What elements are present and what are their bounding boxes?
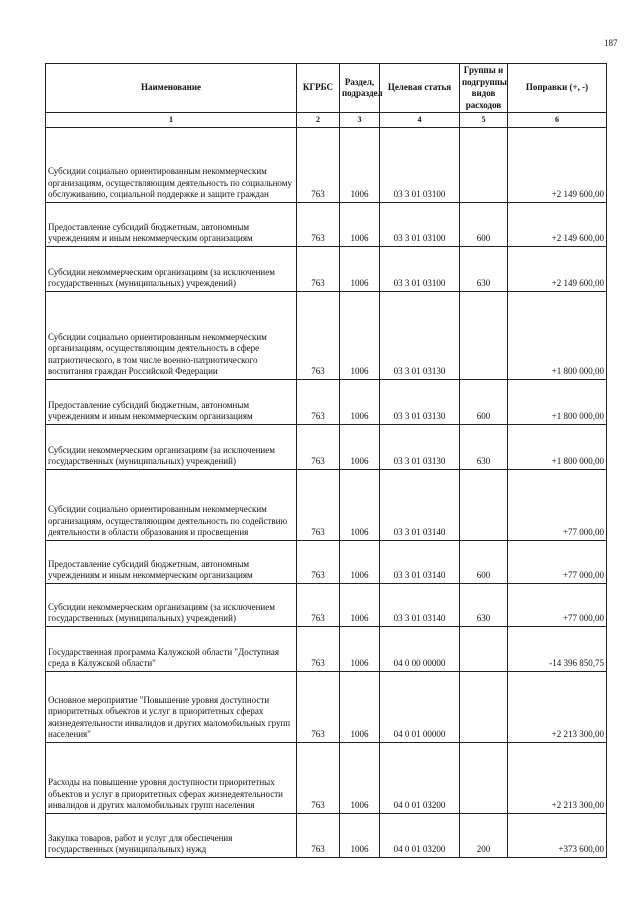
row-name: Основное мероприятие "Повышение уровня доступности приоритетных объектов и услуг в приоритетных сферах жизнедеятельности инвалидов и других маломобильных групп населения" [46, 671, 297, 742]
table-row [46, 671, 607, 742]
row-name: Предоставление субсидий бюджетным, автономным учреждениям и иным некоммерческим организациям [46, 202, 297, 246]
row-gruppa: 600 [460, 379, 508, 424]
row-amount: +2 213 300,00 [508, 742, 607, 813]
column-number: 6 [508, 113, 607, 128]
row-amount: +1 800 000,00 [508, 379, 607, 424]
row-amount: +2 149 600,00 [508, 127, 607, 202]
row-amount: +2 149 600,00 [508, 202, 607, 246]
row-kgrbs: 763 [297, 742, 340, 813]
row-kgrbs: 763 [297, 202, 340, 246]
row-kgrbs: 763 [297, 246, 340, 291]
row-celevaya: 03 3 01 03100 [380, 246, 460, 291]
table-row [46, 127, 607, 202]
row-name: Субсидии некоммерческим организациям (за исключением государственных (муниципальных) учреждений) [46, 246, 297, 291]
row-kgrbs: 763 [297, 626, 340, 671]
table-row [46, 813, 607, 857]
row-gruppa: 630 [460, 424, 508, 469]
row-razdel: 1006 [340, 424, 380, 469]
row-amount: +1 800 000,00 [508, 424, 607, 469]
row-razdel: 1006 [340, 202, 380, 246]
row-amount: +77 000,00 [508, 583, 607, 626]
row-celevaya: 03 3 01 03130 [380, 291, 460, 379]
row-name: Субсидии социально ориентированным некоммерческим организациям, осуществляющим деятельность в сфере патриотического, в том числе военно-патриотического воспитания граждан Российской Федерации [46, 291, 297, 379]
row-razdel: 1006 [340, 469, 380, 540]
column-number: 3 [340, 113, 380, 128]
row-kgrbs: 763 [297, 813, 340, 857]
row-amount: +77 000,00 [508, 540, 607, 583]
column-number: 4 [380, 113, 460, 128]
row-kgrbs: 763 [297, 127, 340, 202]
table-row [46, 202, 607, 246]
row-razdel: 1006 [340, 742, 380, 813]
page-number: 187 [604, 38, 618, 48]
row-celevaya: 04 0 00 00000 [380, 626, 460, 671]
row-gruppa [460, 291, 508, 379]
row-name: Государственная программа Калужской области "Доступная среда в Калужской области" [46, 626, 297, 671]
table-row [46, 583, 607, 626]
row-razdel: 1006 [340, 379, 380, 424]
row-kgrbs: 763 [297, 291, 340, 379]
header-row [46, 64, 607, 113]
row-razdel: 1006 [340, 127, 380, 202]
row-celevaya: 04 0 01 03200 [380, 742, 460, 813]
row-name: Предоставление субсидий бюджетным, автономным учреждениям и иным некоммерческим организациям [46, 540, 297, 583]
header-celevaya: Целевая статья [380, 64, 460, 113]
row-amount: +77 000,00 [508, 469, 607, 540]
table-row [46, 424, 607, 469]
row-kgrbs: 763 [297, 540, 340, 583]
row-razdel: 1006 [340, 540, 380, 583]
row-celevaya: 03 3 01 03140 [380, 583, 460, 626]
row-name: Субсидии некоммерческим организациям (за исключением государственных (муниципальных) учреждений) [46, 424, 297, 469]
header-name: Наименование [46, 64, 297, 113]
column-number: 1 [46, 113, 297, 128]
budget-table [45, 63, 607, 858]
row-celevaya: 03 3 01 03130 [380, 379, 460, 424]
row-gruppa: 630 [460, 246, 508, 291]
column-number-row [46, 113, 607, 128]
row-razdel: 1006 [340, 813, 380, 857]
row-celevaya: 03 3 01 03130 [380, 424, 460, 469]
header-razdel: Раздел, подраздел [340, 64, 380, 113]
row-amount: +2 213 300,00 [508, 671, 607, 742]
table-row [46, 742, 607, 813]
row-kgrbs: 763 [297, 424, 340, 469]
table-row [46, 291, 607, 379]
row-razdel: 1006 [340, 291, 380, 379]
row-razdel: 1006 [340, 626, 380, 671]
row-name: Субсидии некоммерческим организациям (за исключением государственных (муниципальных) учреждений) [46, 583, 297, 626]
row-razdel: 1006 [340, 583, 380, 626]
row-kgrbs: 763 [297, 379, 340, 424]
row-gruppa [460, 626, 508, 671]
row-celevaya: 03 3 01 03100 [380, 127, 460, 202]
row-celevaya: 03 3 01 03140 [380, 540, 460, 583]
row-name: Закупка товаров, работ и услуг для обеспечения государственных (муниципальных) нужд [46, 813, 297, 857]
row-gruppa [460, 742, 508, 813]
table-row [46, 540, 607, 583]
row-name: Субсидии социально ориентированным некоммерческим организациям, осуществляющим деятельность по содействию деятельности в области образования и просвещения [46, 469, 297, 540]
table-row [46, 246, 607, 291]
row-razdel: 1006 [340, 246, 380, 291]
row-name: Расходы на повышение уровня доступности приоритетных объектов и услуг в приоритетных сферах жизнедеятельности инвалидов и других маломобильных групп населения [46, 742, 297, 813]
row-celevaya: 03 3 01 03140 [380, 469, 460, 540]
row-celevaya: 04 0 01 03200 [380, 813, 460, 857]
row-name: Субсидии социально ориентированным некоммерческим организациям, осуществляющим деятельность по социальному обслуживанию, социальной поддержке и защите граждан [46, 127, 297, 202]
header-popravki: Поправки (+, -) [508, 64, 607, 113]
row-amount: +2 149 600,00 [508, 246, 607, 291]
table-row [46, 379, 607, 424]
row-amount: +373 600,00 [508, 813, 607, 857]
column-number: 2 [297, 113, 340, 128]
row-gruppa: 600 [460, 202, 508, 246]
table-row [46, 626, 607, 671]
row-amount: +1 800 000,00 [508, 291, 607, 379]
row-kgrbs: 763 [297, 469, 340, 540]
row-gruppa [460, 671, 508, 742]
row-celevaya: 03 3 01 03100 [380, 202, 460, 246]
row-amount: -14 396 850,75 [508, 626, 607, 671]
row-gruppa [460, 127, 508, 202]
row-celevaya: 04 0 01 00000 [380, 671, 460, 742]
row-gruppa: 600 [460, 540, 508, 583]
row-kgrbs: 763 [297, 671, 340, 742]
row-gruppa: 200 [460, 813, 508, 857]
table-row [46, 469, 607, 540]
header-kgrbs: КГРБС [297, 64, 340, 113]
row-kgrbs: 763 [297, 583, 340, 626]
row-gruppa [460, 469, 508, 540]
header-gruppy: Группы и подгруппы видов расходов [460, 64, 508, 113]
row-razdel: 1006 [340, 671, 380, 742]
column-number: 5 [460, 113, 508, 128]
row-name: Предоставление субсидий бюджетным, автономным учреждениям и иным некоммерческим организациям [46, 379, 297, 424]
row-gruppa: 630 [460, 583, 508, 626]
